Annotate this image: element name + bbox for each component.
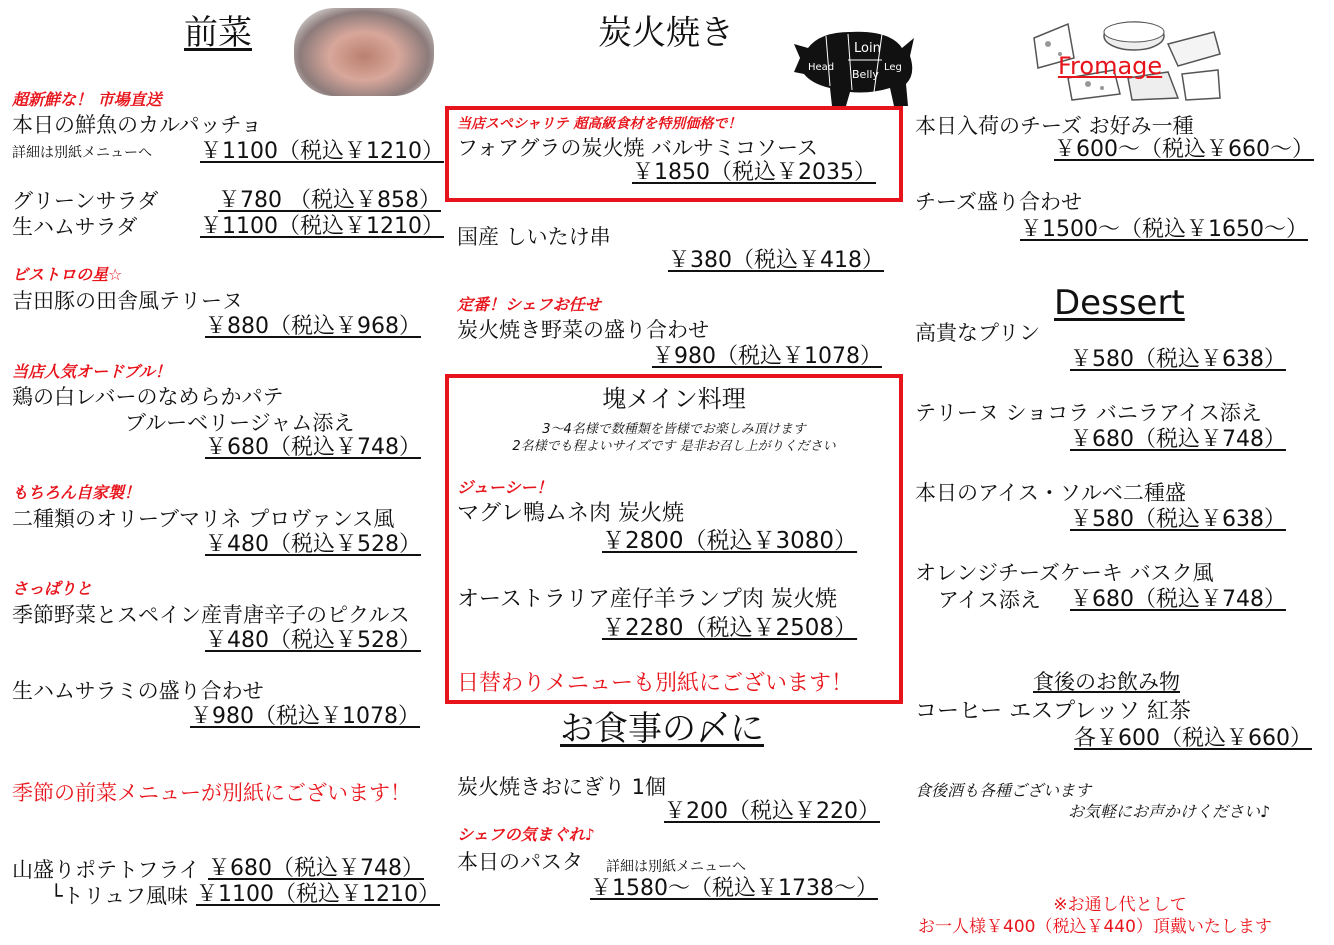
menu-item-name: オレンジチーズケーキ バスク風 [915,561,1214,585]
tag-market-fresh: 超新鮮な！ 市場直送 [12,90,162,109]
menu-item-price: ￥2800（税込￥3080） [602,528,858,554]
pig-label: Belly [852,68,879,81]
menu-item-name: 生ハムサラダ [12,215,138,239]
menu-item-name: 本日のパスタ [457,850,583,874]
menu-item-note: 詳細は別紙メニューへ [12,145,152,161]
menu-item-price: ￥1100（税込￥1210） [200,214,444,239]
appetizer-photo [294,8,434,96]
tag-specialite: 当店スペシャリテ 超高級食材を特別価格で！ [457,116,742,132]
menu-item-price: ￥680（税込￥748） [208,856,424,881]
tag-homemade: もちろん自家製！ [12,483,141,502]
menu-item-price: ￥480（税込￥528） [205,628,421,653]
menu-item-price: ￥580（税込￥638） [1070,347,1286,372]
main-dish-subtitle: 2名様でも程よいサイズです 是非お召し上がりください [512,439,836,454]
menu-item-name: 季節野菜とスペイン産青唐辛子のピクルス [12,603,410,627]
menu-item-price: ￥480（税込￥528） [205,532,421,557]
after-dinner-note: 食後酒も各種ございます [915,781,1092,800]
pig-label: Loin [854,41,881,56]
fromage-title: Fromage [1058,52,1163,80]
tag-popular: 当店人気オードブル！ [12,362,171,381]
menu-item-price: ￥200（税込￥220） [664,799,880,824]
menu-item-name: 吉田豚の田舎風テリーヌ [12,289,243,313]
daily-menu-notice: 日替わりメニューも別紙にございます！ [457,671,854,696]
after-dinner-note: お気軽にお声かけください♪ [1068,802,1271,821]
pig-label: Leg [884,62,902,73]
cover-charge-note: お一人様￥400（税込￥440）頂戴いたします [918,917,1272,937]
menu-item-name: 炭火焼きおにぎり 1個 [457,775,667,799]
menu-item-name: チーズ盛り合わせ [915,190,1082,214]
menu-item-price: ￥1100（税込￥1210） [196,882,440,907]
menu-item-price: ￥1500～（税込￥1650～） [1020,217,1308,242]
menu-item-name: └トリュフ風味 [50,884,189,908]
drinks-list: コーヒー エスプレッソ 紅茶 [915,699,1192,724]
tag-refreshing: さっぱりと [12,579,93,598]
menu-item-name: 鶏の白レバーのなめらかパテ [12,385,284,409]
menu-item-name: 生ハムサラミの盛り合わせ [12,679,264,703]
menu-item-name: フォアグラの炭火焼 バルサミコソース [457,136,818,160]
menu-item-name: 本日入荷のチーズ お好み一種 [915,114,1194,138]
menu-item-price: 各￥600（税込￥660） [1074,726,1312,751]
menu-item-price: ￥680（税込￥748） [205,435,421,460]
menu-item-name: 炭火焼き野菜の盛り合わせ [457,318,709,342]
dessert-title: Dessert [1054,283,1185,323]
menu-item-name: オーストラリア産仔羊ランプ肉 炭火焼 [457,587,837,612]
menu-item-name: ブルーベリージャム添え [125,411,355,435]
menu-item-price: ￥680（税込￥748） [1070,587,1286,612]
appetizer-title: 前菜 [184,13,252,53]
menu-item-name: マグレ鴨ムネ肉 炭火焼 [457,501,684,526]
menu-item-price: ￥580（税込￥638） [1070,507,1286,532]
menu-item-name: 国産 しいたけ串 [457,225,611,249]
main-dish-subtitle: 3～4名様で数種類を皆様でお楽しみ頂けます [542,422,806,437]
menu-item-price: ￥980（税込￥1078） [190,704,420,729]
menu-item-price: ￥980（税込￥1078） [652,344,882,369]
menu-item-name: 山盛りポテトフライ [12,858,200,882]
seasonal-notice: 季節の前菜メニューが別紙にございます！ [12,781,411,805]
menu-item-name: 高貴なプリン [915,321,1041,345]
menu-item-price: ￥680（税込￥748） [1070,427,1286,452]
charcoal-grill-title: 炭火焼き [598,13,734,53]
menu-item-name: グリーンサラダ [12,189,159,213]
menu-item-name: テリーヌ ショコラ バニラアイス添え [915,401,1262,425]
cover-charge-note: ※お通し代として [1053,895,1187,915]
menu-item-price: ￥780 （税込￥858） [218,188,441,213]
menu-item-price: ￥600～（税込￥660～） [1054,137,1314,162]
pig-label: Head [808,62,835,73]
menu-item-note: 詳細は別紙メニューへ [606,859,746,875]
tag-chef-whim: シェフの気まぐれ♪ [457,825,595,844]
menu-item-name: 本日の鮮魚のカルパッチョ [12,113,262,137]
menu-item-name: 二種類のオリーブマリネ プロヴァンス風 [12,507,395,531]
pig-cuts-icon [790,14,920,114]
menu-item-price: ￥380（税込￥418） [668,248,884,273]
menu-item-name: アイス添え [938,588,1041,612]
main-dish-title: 塊メイン料理 [602,385,746,413]
tag-bistro-star: ビストロの星☆ [12,265,123,284]
tag-juicy: ジューシー！ [457,478,553,497]
menu-item-name: 本日のアイス・ソルベ二種盛 [915,481,1186,505]
menu-item-price: ￥1100（税込￥1210） [200,139,444,164]
menu-item-price: ￥1850（税込￥2035） [632,160,876,185]
drinks-title: 食後のお飲み物 [1033,670,1180,694]
menu-item-price: ￥1580～（税込￥1738～） [590,876,878,901]
menu-item-price: ￥2280（税込￥2508） [602,615,858,641]
meal-title: お食事の〆に [560,709,764,749]
menu-item-price: ￥880（税込￥968） [205,314,421,339]
tag-chef-choice: 定番！シェフお任せ [457,295,601,314]
